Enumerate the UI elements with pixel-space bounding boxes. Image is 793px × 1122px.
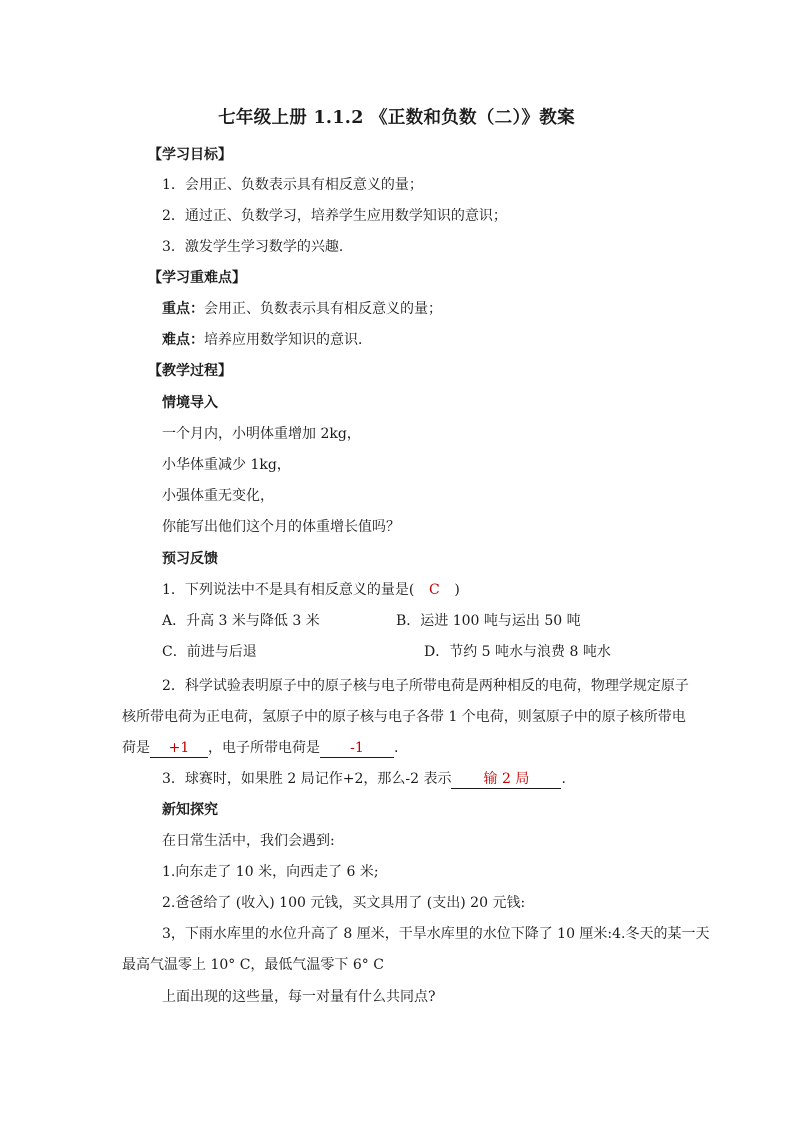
question-3-text: 3．球赛时，如果胜 2 局记作+2，那么-2 表示 [162,771,452,787]
option-a: A．升高 3 米与降低 3 米 [162,613,320,629]
option-b: B．运进 100 吨与运出 50 吨 [396,613,581,629]
question-1-text: 1．下列说法中不是具有相反意义的量是( [162,582,415,598]
page-title: 七年级上册 1.1.2 《正数和负数（二）》教案 [218,108,575,128]
question-1-answer: C [429,582,440,598]
answer-blank-1: +1 [150,739,208,758]
question-2-fill [122,738,682,758]
intro-line: 小强体重无变化， [162,488,274,504]
question-2-mid: ，电子所带电荷是 [208,740,320,756]
difficult-point-label: 难点： [162,332,204,348]
explore-line: 上面出现的这些量，每一对量有什么共同点? [162,989,436,1005]
process-heading: 【教学过程】 [148,363,232,379]
answer-blank-2: -1 [320,739,394,758]
question-3-line [162,769,702,789]
objective-item: 3．激发学生学习数学的兴趣． [162,239,353,255]
explore-line: 2.爸爸给了 (收入) 100 元钱，买文具用了 (支出) 20 元钱: [162,895,526,911]
question-1-stem [162,580,702,600]
question-1-close: ) [454,582,460,598]
explore-line: 最高气温零上 10° C，最低气温零下 6° C [122,957,384,973]
option-d: D．节约 5 吨水与浪费 8 吨水 [424,644,611,660]
explore-heading: 新知探究 [162,802,218,818]
explore-line: 3，下雨水库里的水位升高了 8 厘米，干旱水库里的水位下降了 10 厘米:4.冬天的某一天 [162,926,710,942]
question-2-pre: 荷是 [122,740,150,756]
option-c: C．前进与后退 [162,644,257,660]
explore-line: 在日常生活中，我们会遇到: [162,833,335,849]
preview-heading: 预习反馈 [162,551,218,567]
question-2-post: . [394,740,399,756]
question-3-post: . [561,771,566,787]
key-point-text: 会用正、负数表示具有相反意义的量； [204,301,442,317]
key-point-label: 重点： [162,301,204,317]
objective-item: 2．通过正、负数学习，培养学生应用数学知识的意识； [162,208,507,224]
question-2-line: 2．科学试验表明原子中的原子核与电子所带电荷是两种相反的电荷，物理学规定原子 [162,678,689,694]
objective-item: 1．会用正、负数表示具有相反意义的量； [162,177,423,193]
intro-line: 一个月内，小明体重增加 2kg， [162,426,361,442]
difficult-point-line [162,330,702,350]
key-points-heading: 【学习重难点】 [148,270,246,286]
intro-heading: 情境导入 [162,395,218,411]
intro-line: 你能写出他们这个月的体重增长值吗？ [162,519,400,535]
question-2-line: 核所带电荷为正电荷，氢原子中的原子核与电子各带 1 个电荷，则氢原子中的原子核所带电 [122,709,686,725]
explore-line: 1.向东走了 10 米，向西走了 6 米; [162,864,379,880]
difficult-point-text: 培养应用数学知识的意识． [204,332,372,348]
intro-line: 小华体重减少 1kg， [162,457,291,473]
objectives-heading: 【学习目标】 [148,147,232,163]
key-point-line [162,299,702,319]
answer-blank-3: 输 2 局 [451,770,561,789]
